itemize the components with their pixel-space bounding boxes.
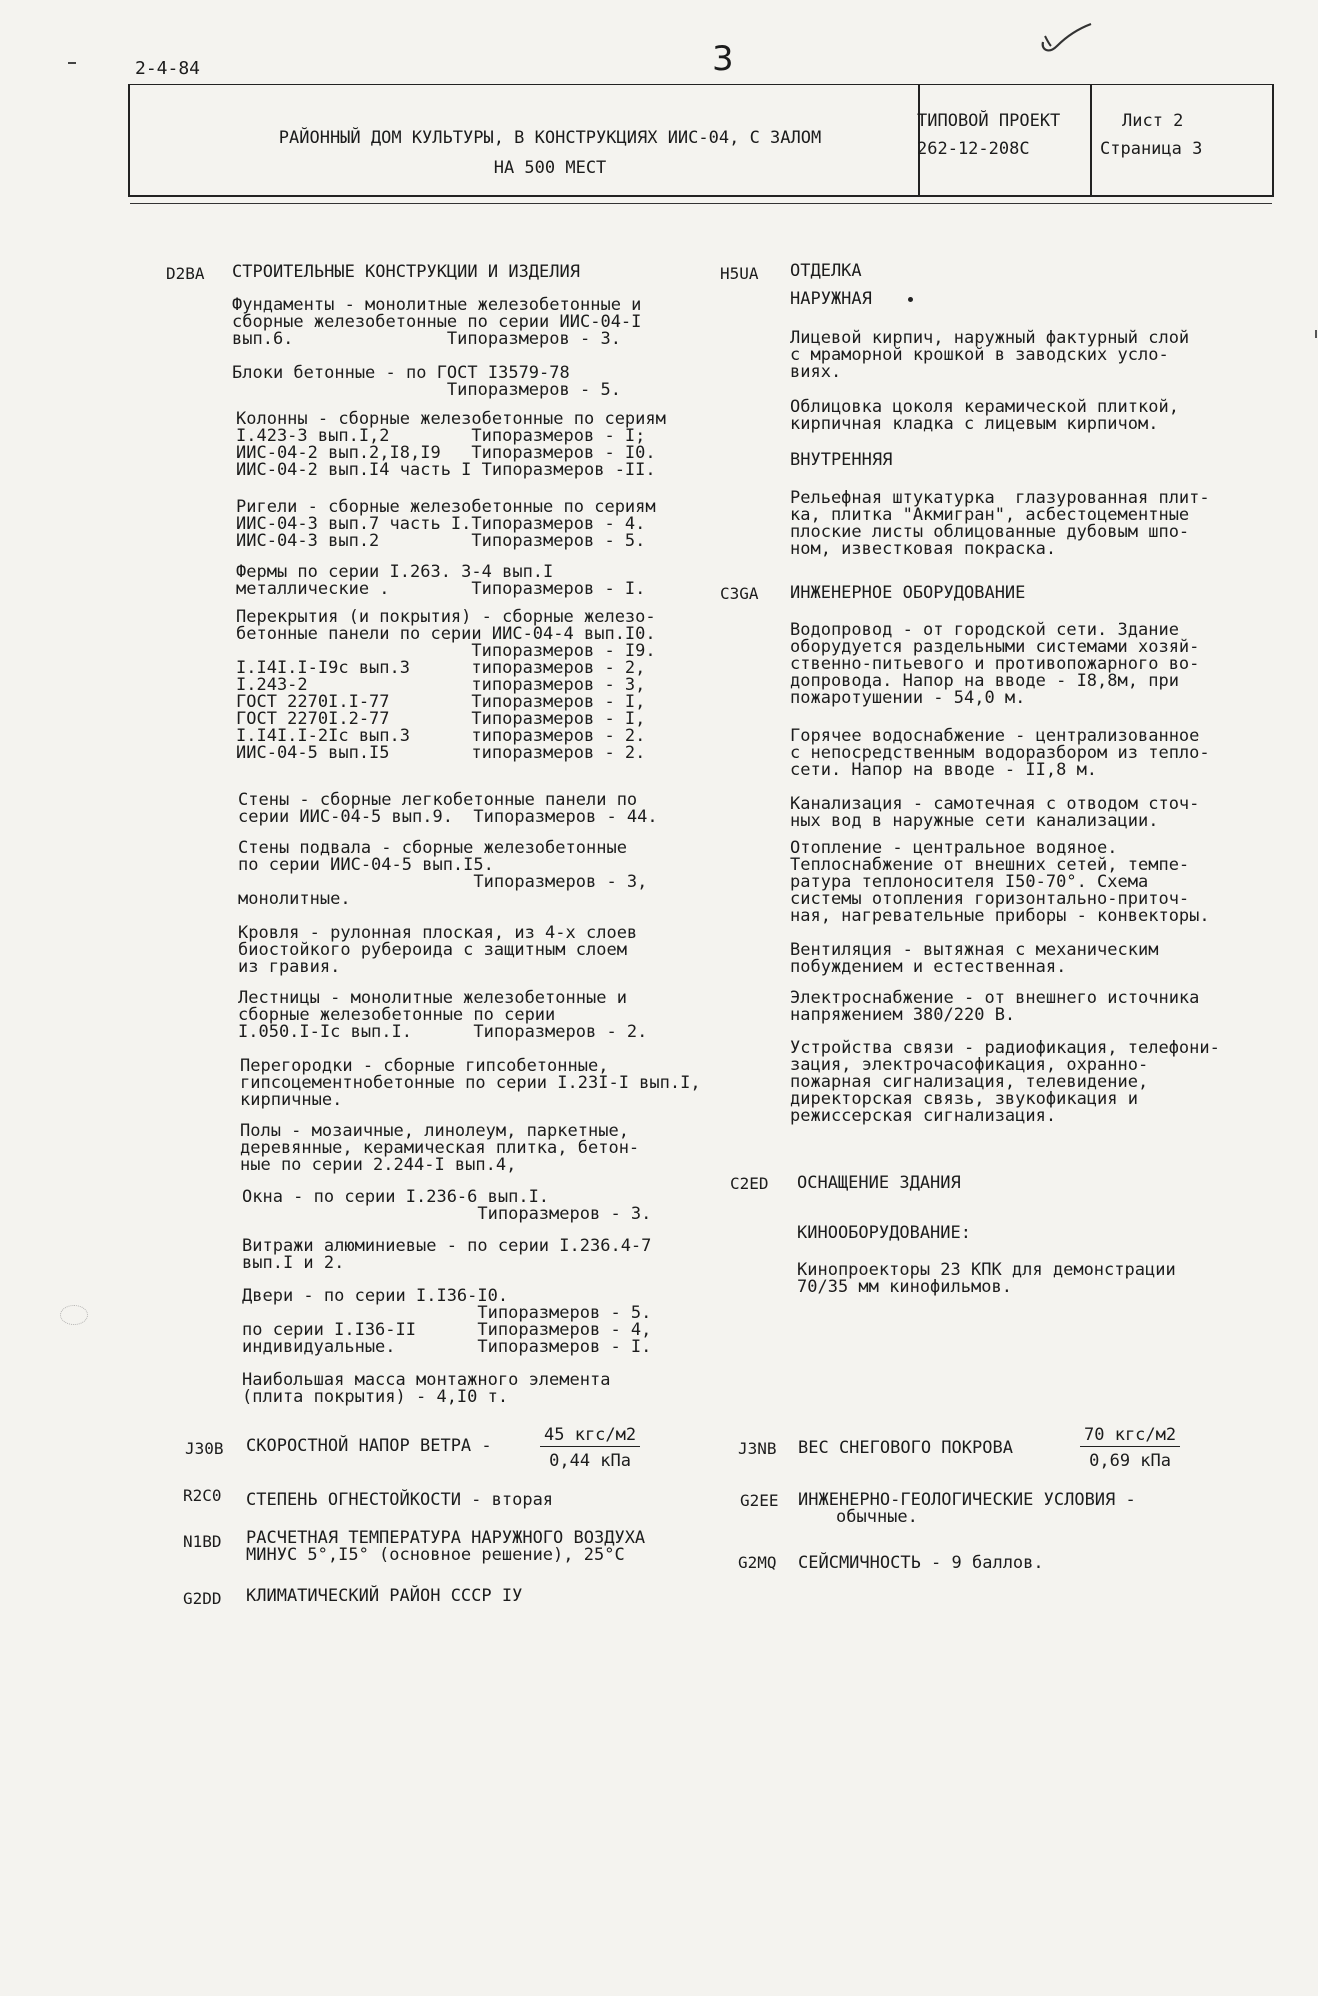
construction-paragraph: Фундаменты - монолитные железобетонные и сборные железобетонные по серии ИИС-04-I вып.6. Типоразмеров - 3. — [232, 295, 642, 349]
title-block — [128, 84, 1274, 197]
section-code: D2BA — [166, 264, 205, 283]
section-code: H5UA — [720, 264, 759, 283]
engineering-paragraph: Электроснабжение - от внешнего источника напряжением 380/220 В. — [790, 988, 1200, 1025]
param-code: J3NB — [738, 1439, 777, 1458]
sheet-label: Лист 2 — [1122, 111, 1184, 131]
section-title: ИНЖЕНЕРНОЕ ОБОРУДОВАНИЕ — [790, 583, 1026, 603]
section-code: C2ED — [730, 1174, 769, 1193]
construction-paragraph: Стены подвала - сборные железобетонные по серии ИИС-04-5 вып.I5. Типоразмеров - 3, монолитные. — [238, 838, 648, 909]
fire-resistance: СТЕПЕНЬ ОГНЕСТОЙКОСТИ - вторая — [246, 1490, 554, 1510]
wind-pressure-kgs: 45 кгс/м2 — [540, 1427, 640, 1447]
construction-paragraph: Наибольшая масса монтажного элемента (плита покрытия) - 4,I0 т. — [242, 1370, 611, 1407]
document-date: 2-4-84 — [135, 58, 201, 79]
section-code: C3GA — [720, 584, 759, 603]
sheet-cell — [1100, 107, 1202, 163]
snow-load-kpa: 0,69 кПа — [1089, 1451, 1171, 1471]
wind-pressure-kpa: 0,44 кПа — [549, 1451, 631, 1471]
snow-load-kgs: 70 кгс/м2 — [1080, 1427, 1180, 1447]
finish-paragraph: Рельефная штукатурка глазурованная плит- ка, плитка "Акмигран", асбестоцементные плоские листы облицованные дубовым шпо- ном, известковая покраска. — [790, 488, 1210, 559]
engineering-paragraph: Отопление - центральное водяное. Теплоснабжение от внешних сетей, темпе- ратура теплоносителя I50-70°. Схема системы отопления горизонтально-приточ- ная, нагревательные приборы - конвекторы. — [790, 838, 1210, 926]
param-code: J30B — [185, 1439, 224, 1458]
construction-paragraph: Витражи алюминиевые - по серии I.236.4-7 вып.I и 2. — [242, 1236, 652, 1273]
geology-conditions — [798, 1492, 1136, 1526]
bullet-dot — [908, 297, 913, 302]
param-code: G2EE — [740, 1491, 779, 1510]
subsection-title: КИНООБОРУДОВАНИЕ: — [797, 1223, 971, 1243]
construction-paragraph: Лестницы - монолитные железобетонные и сборные железобетонные по серии I.050.I-Iс вып.I. Типоразмеров - 2. — [238, 988, 648, 1042]
project-number-cell — [917, 107, 1060, 163]
construction-paragraph: Ригели - сборные железобетонные по сериям ИИС-04-3 вып.7 часть I.Типоразмеров - 4. ИИС-04-3 вып.2 Типоразмеров - 5. — [236, 497, 656, 551]
title-block-underline — [130, 203, 1272, 204]
section-title: ОСНАЩЕНИЕ ЗДАНИЯ — [797, 1173, 961, 1193]
project-number: 262-12-208С — [917, 139, 1030, 159]
param-code: N1BD — [183, 1532, 222, 1551]
construction-paragraph: Стены - сборные легкобетонные панели по серии ИИС-04-5 вып.9. Типоразмеров - 44. — [238, 790, 658, 827]
equipment-paragraph: Кинопроекторы 23 КПК для демонстрации 70/35 мм кинофильмов. — [797, 1260, 1176, 1297]
construction-paragraph: Блоки бетонные - по ГОСТ I3579-78 Типоразмеров - 5. — [232, 363, 621, 400]
construction-paragraph: Двери - по серии I.I36-I0. Типоразмеров - 5. по серии I.I36-II Типоразмеров - 4, индивидуальные. Типоразмеров - I. — [242, 1286, 652, 1357]
scan-dash — [68, 62, 76, 64]
param-code: R2C0 — [183, 1486, 222, 1505]
param-code: G2DD — [183, 1589, 222, 1608]
construction-paragraph: Кровля - рулонная плоская, из 4-х слоев биостойкого рубероида с защитным слоем из гравия. — [238, 923, 638, 977]
engineering-paragraph: Устройства связи - радиофикация, телефони- зация, электрочасофикация, охранно- пожарная сигнализация, телевидение, директорская связь, звукофикация и режиссерская сигнализация. — [790, 1038, 1220, 1126]
geology-line1: ИНЖЕНЕРНО-ГЕОЛОГИЧЕСКИЕ УСЛОВИЯ - — [798, 1490, 1136, 1510]
param-code: G2MQ — [738, 1553, 777, 1572]
page-number: 3 — [712, 39, 734, 79]
construction-paragraph: Окна - по серии I.236-6 вып.I. Типоразмеров - 3. — [242, 1187, 652, 1224]
engineering-paragraph: Водопровод - от городской сети. Здание оборудуется раздельными системами хозяй- ственно-питьевого и противопожарного во- допровода. Напор на вводе - I8,8м, при пожаротушении - 54,0 м. — [790, 620, 1200, 708]
wind-pressure-label: СКОРОСТНОЙ НАПОР ВЕТРА - — [246, 1436, 492, 1456]
construction-paragraph: Перекрытия (и покрытия) - сборные железо- бетонные панели по серии ИИС-04-4 вып.I0. Типоразмеров - I9. I.I4I.I-I9с вып.3 типоразмеров - 2, I.243-2 типоразмеров - 3, ГОСТ 2270I.I-77 Типоразмеров - I, ГОСТ 2270I.2-77 Типоразмеров - I, I.I4I.I-2Iс вып.3 типоразмеров - 2. ИИС-04-5 вып.I5 типоразмеров - 2. — [236, 607, 656, 763]
construction-paragraph: Полы - мозаичные, линолеум, паркетные, деревянные, керамическая плитка, бетон- ные по серии 2.244-I вып.4, — [240, 1121, 640, 1175]
project-title-line1: РАЙОННЫЙ ДОМ КУЛЬТУРЫ, В КОНСТРУКЦИЯХ ИИС-04, С ЗАЛОМ — [278, 128, 822, 148]
engineering-paragraph: Вентиляция - вытяжная с механическим побуждением и естественная. — [790, 940, 1159, 977]
section-title: СТРОИТЕЛЬНЫЕ КОНСТРУКЦИИ И ИЗДЕЛИЯ — [232, 262, 580, 282]
temperature-line2: МИНУС 5°,I5° (основное решение), 25°С — [246, 1545, 625, 1565]
project-title — [220, 123, 880, 183]
construction-paragraph: Перегородки - сборные гипсобетонные, гипсоцементнобетонные по серии I.23I-I вып.I, кирпичные. — [240, 1056, 701, 1110]
finish-paragraph: Лицевой кирпич, наружный фактурный слой с мраморной крошкой в заводских усло- виях. — [790, 328, 1190, 382]
wind-pressure-value — [540, 1427, 640, 1470]
title-block-divider — [1090, 85, 1092, 195]
project-label: ТИПОВОЙ ПРОЕКТ — [917, 111, 1061, 131]
engineering-paragraph: Канализация - самотечная с отводом сточ- ных вод в наружные сети канализации. — [790, 794, 1200, 831]
page-label: Страница 3 — [1100, 139, 1203, 159]
checkmark-icon — [1035, 20, 1095, 56]
snow-load-label: ВЕС СНЕГОВОГО ПОКРОВА — [798, 1438, 1013, 1458]
snow-load-value — [1080, 1427, 1180, 1470]
temperature-line1: РАСЧЕТНАЯ ТЕМПЕРАТУРА НАРУЖНОГО ВОЗДУХА — [246, 1528, 646, 1548]
design-temperature — [246, 1530, 645, 1564]
section-title: ОТДЕЛКА — [790, 261, 862, 281]
construction-paragraph: Колонны - сборные железобетонные по сериям I.423-3 вып.I,2 Типоразмеров - I; ИИС-04-2 вып.2,I8,I9 Типоразмеров - I0. ИИС-04-2 вып.I4 часть I Типоразмеров -II. — [236, 409, 666, 480]
seismicity: СЕЙСМИЧНОСТЬ - 9 баллов. — [798, 1553, 1044, 1573]
subsection-title: ВНУТРЕННЯЯ — [790, 450, 893, 470]
construction-paragraph: Фермы по серии I.263. 3-4 вып.I металлические . Типоразмеров - I. — [236, 562, 646, 599]
finish-paragraph: Облицовка цоколя керамической плиткой, кирпичная кладка с лицевым кирпичом. — [790, 397, 1179, 434]
engineering-paragraph: Горячее водоснабжение - централизованное с непосредственным водоразбором из тепло- сети. Напор на вводе - II,8 м. — [790, 726, 1210, 780]
climate-district: КЛИМАТИЧЕСКИЙ РАЙОН СССР IУ — [246, 1586, 523, 1606]
scan-smudge — [60, 1305, 88, 1325]
subsection-title: НАРУЖНАЯ — [790, 289, 872, 309]
project-title-line2: НА 500 МЕСТ — [493, 158, 607, 178]
scan-dot — [1315, 330, 1317, 338]
geology-line2: обычные. — [836, 1507, 918, 1527]
